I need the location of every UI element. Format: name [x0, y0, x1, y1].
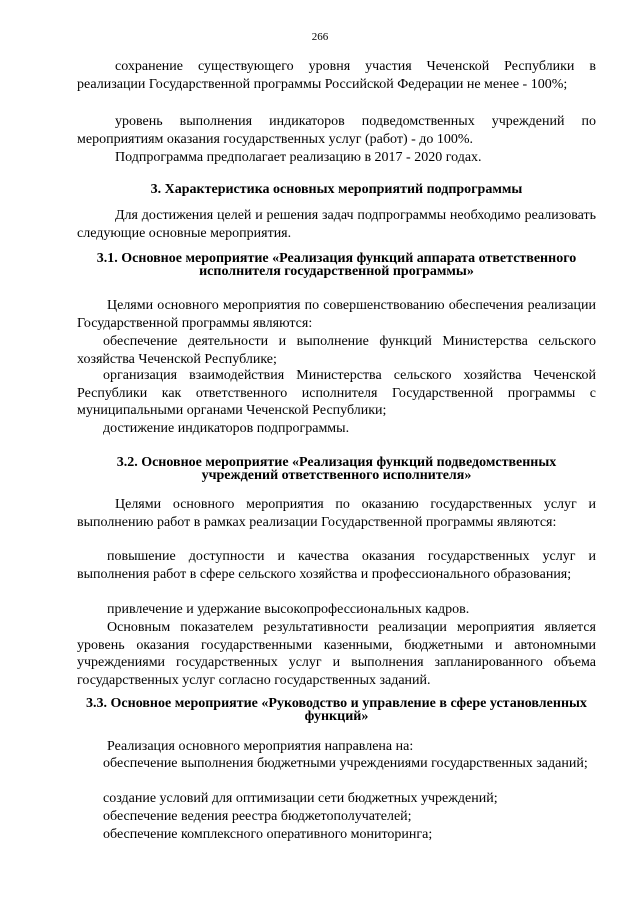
- paragraph: обеспечение выполнения бюджетными учреждениями государственных заданий;: [103, 756, 588, 771]
- paragraph: Целями основного мероприятия по совершенствованию обеспечения реализации Государственной программы являются:: [77, 298, 596, 331]
- paragraph: Целями основного мероприятия по оказанию государственных услуг и выполнению работ в рамках реализации Государственной программы являются:: [77, 497, 596, 530]
- paragraph: создание условий для оптимизации сети бюджетных учреждений;: [103, 791, 498, 806]
- paragraph: обеспечение деятельности и выполнение функций Министерства сельского хозяйства Чеченской Республике;: [77, 334, 596, 367]
- paragraph: Для достижения целей и решения задач подпрограммы необходимо реализовать следующие основные мероприятия.: [77, 208, 596, 241]
- paragraph: достижение индикаторов подпрограммы.: [103, 421, 350, 436]
- subsection-heading: 3.1. Основное мероприятие «Реализация функций аппарата ответственного исполнителя государственной программы»: [96, 251, 577, 279]
- paragraph: сохранение существующего уровня участия Чеченской Республики в реализации Государственной программы Российской Федерации не менее - 100%;: [77, 59, 596, 92]
- subsection-heading: 3.2. Основное мероприятие «Реализация функций подведомственных учреждений ответственного исполнителя»: [116, 455, 557, 483]
- paragraph: обеспечение комплексного оперативного мониторинга;: [103, 827, 433, 842]
- page-number: 266: [311, 31, 329, 43]
- paragraph: Подпрограмма предполагает реализацию в 2017 - 2020 годах.: [115, 150, 482, 165]
- paragraph: уровень выполнения индикаторов подведомственных учреждений по мероприятиям оказания государственных услуг (работ) - до 100%.: [77, 114, 596, 147]
- paragraph: организация взаимодействия Министерства сельского хозяйства Чеченской Республики как ответственного исполнителя Государственной программы с муниципальными органами Чеченской Республики;: [77, 368, 596, 419]
- section-heading: 3. Характеристика основных мероприятий подпрограммы: [150, 182, 523, 197]
- subsection-heading: 3.3. Основное мероприятие «Руководство и управление в сфере установленных функций»: [86, 696, 587, 724]
- paragraph: привлечение и удержание высокопрофессиональных кадров.: [107, 602, 470, 617]
- paragraph: обеспечение ведения реестра бюджетополучателей;: [103, 809, 412, 824]
- paragraph: повышение доступности и качества оказания государственных услуг и выполнения работ в сфере сельского хозяйства и профессионального образования;: [77, 549, 596, 582]
- paragraph: Реализация основного мероприятия направлена на:: [107, 739, 414, 754]
- paragraph: Основным показателем результативности реализации мероприятия является уровень оказания государственными казенными, бюджетными и автономными учреждениями государственных услуг и выполнения запланированного объема государственных услуг согласно государственных заданий.: [77, 620, 596, 688]
